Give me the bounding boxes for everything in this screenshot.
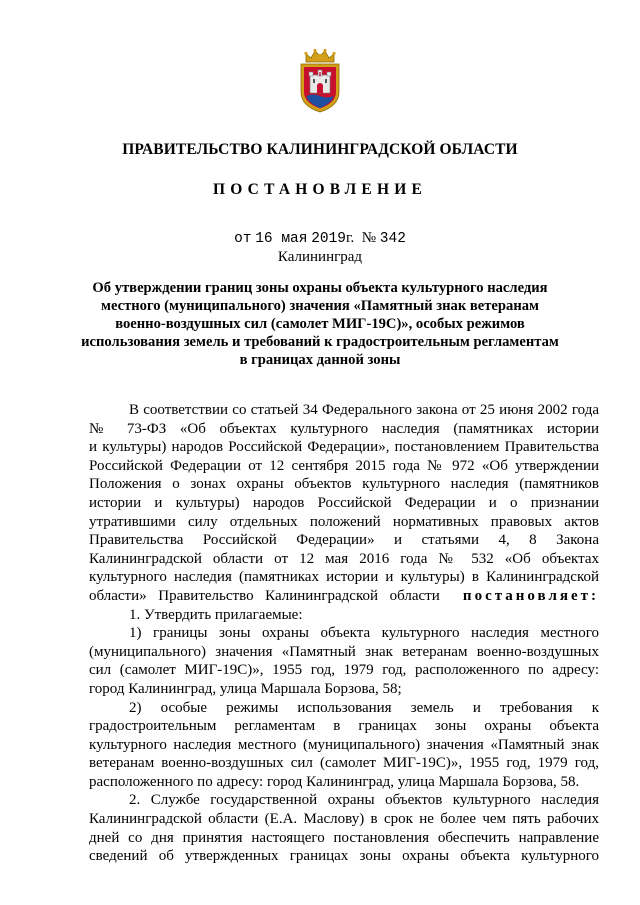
body-line: Положения о зонах охраны объектов культурного наследия (памятников	[89, 476, 599, 493]
subject-line: местного (муниципального) значения «Памятный знак ветеранам	[101, 298, 539, 314]
body-line: В соответствии со статьей 34 Федерального закона от 25 июня 2002 года	[129, 402, 599, 418]
body-line: истории и культуры) народов Российской Федерации и о признании	[89, 494, 599, 511]
body-line: город Калининград, улица Маршала Борзова, 58;	[89, 680, 402, 697]
body-line: культурного наследия (памятниках истории и культуры) в Калининградской	[89, 569, 599, 586]
coat-of-arms-emblem	[298, 48, 342, 114]
body-line: культурного наследия местного (муниципального) значения «Памятный знак	[89, 736, 599, 753]
body-line: и культуры) народов Российской Федерации», постановлением Правительства	[89, 439, 599, 456]
decree-word: постановляет:	[462, 587, 599, 604]
document-body	[89, 401, 599, 866]
body-line: 1. Утвердить прилагаемые:	[129, 606, 303, 623]
document-number: 342	[379, 231, 406, 247]
government-title: ПРАВИТЕЛЬСТВО КАЛИНИНГРАДСКОЙ ОБЛАСТИ	[122, 141, 518, 158]
subject-line: в границах данной зоны	[239, 352, 401, 368]
body-line: № 73-ФЗ «Об объектах культурного наследия (памятниках истории	[89, 420, 599, 437]
body-line: Правительства Российской Федерации» и статьями 4, 8 Закона	[89, 532, 599, 549]
subject-line: Об утверждении границ зоны охраны объекта культурного наследия	[92, 280, 548, 296]
body-line: (муниципального) значения «Памятный знак ветеранам военно-воздушных	[89, 643, 599, 660]
body-line	[89, 587, 599, 606]
body-line: Калининградской области от 12 мая 2016 года № 532 «Об объектах	[89, 550, 599, 567]
body-line: 2) особые режимы использования земель и требования к	[129, 699, 599, 716]
subject-line: использования земель и требований к градостроительным регламентам	[81, 334, 559, 350]
date-prefix: от	[234, 231, 252, 247]
city-name: Калининград	[277, 249, 363, 265]
body-line: градостроительным регламентам в границах зоны охраны объекта	[89, 718, 599, 735]
date-line	[0, 230, 640, 247]
coat-of-arms-icon	[298, 48, 342, 114]
document-type: ПОСТАНОВЛЕНИЕ	[212, 181, 428, 198]
body-line: ветеранам военно-воздушных сил (самолет МИГ-19С)», 1955 год, 1979 год,	[89, 755, 599, 772]
body-line: 2. Службе государственной охраны объектов культурного наследия	[129, 792, 599, 809]
body-line: 1) границы зоны охраны объекта культурного наследия местного	[129, 625, 599, 642]
year-suffix: г.	[346, 230, 355, 246]
date-year: 2019	[311, 231, 347, 247]
body-line: сведений об утвержденных границах зоны охраны объекта культурного	[89, 848, 599, 865]
body-line: утратившими силу отдельных положений нормативных правовых актов	[89, 513, 599, 530]
date-day-month: 16 мая	[255, 231, 308, 247]
body-line: Калининградской области (Е.А. Маслову) в срок не более чем пять рабочих	[89, 811, 599, 828]
number-sign: №	[361, 230, 377, 246]
document-subject	[0, 279, 640, 369]
body-line-text: области» Правительство Калининградской области	[89, 587, 440, 604]
body-line: сил (самолет МИГ-19С)», 1955 год, 1979 год, расположенного по адресу:	[89, 662, 599, 679]
body-line: Российской Федерации от 12 сентября 2015 года № 972 «Об утверждении	[89, 457, 599, 474]
subject-line: военно-воздушных сил (самолет МИГ-19С)», особых режимов	[115, 316, 525, 332]
body-line: дней со дня принятия настоящего постановления обеспечить направление	[89, 829, 599, 846]
body-line: расположенного по адресу: город Калининград, улица Маршала Борзова, 58.	[89, 773, 580, 790]
